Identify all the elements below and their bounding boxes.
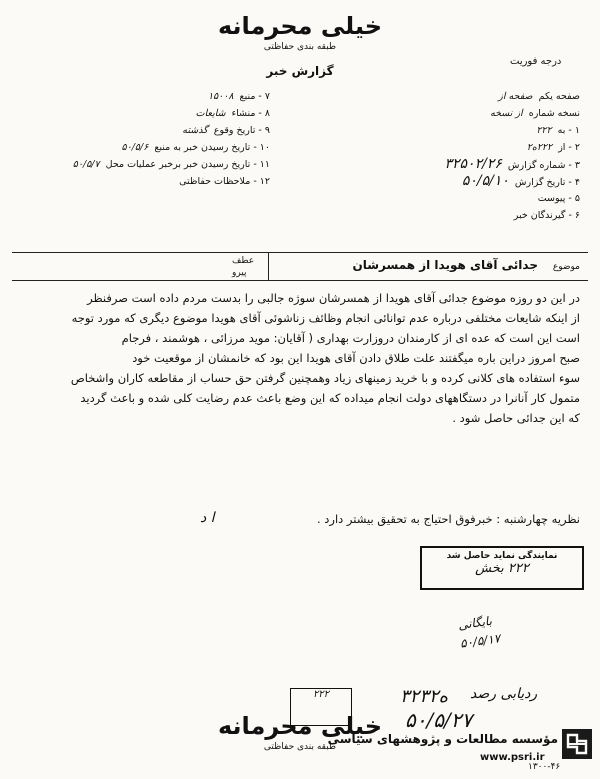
receipt-stamp <box>420 546 584 590</box>
body-line: است این است که عده ای از کارمندان دروزارت بهداری ( آقایان: موید مرزائی ، هوشمند ، فرجام <box>121 331 580 345</box>
report-body <box>20 288 580 428</box>
handwritten-side-date: ۵۰/۵/۱۷ <box>459 631 502 651</box>
form-row: ۴ - تاریخ گزارش ۵۰/۵/۱۰ <box>461 173 580 189</box>
atf-label: عطف <box>232 256 255 266</box>
top-classification: خیلی محرمانه <box>217 12 383 40</box>
form-row: ۵ - پیوست <box>537 193 580 204</box>
form-row: ۱۰ - تاریخ رسیدن خبر به منبع ۵۰/۵/۶ <box>121 142 270 153</box>
opinion-signature: ا د <box>200 510 215 526</box>
bottom-classification-sub: طبقه بندی حفاظتی <box>263 742 337 752</box>
stamp-line-2: ۲۲۲ بخش <box>475 561 529 576</box>
handwritten-date: ۵۰/۵/۲۷ <box>405 708 473 732</box>
stamp-number: ۲۲۲ <box>312 689 330 700</box>
peyro-label: پیرو <box>232 268 247 278</box>
top-classification-sub: طبقه بندی حفاظتی <box>263 42 337 52</box>
handwritten-number: ۳۲۳۲ه <box>400 686 449 707</box>
form-row: ۲ - از ۲۲۲ه۲ <box>526 142 580 153</box>
form-row: ۱۲ - ملاحظات حفاظتی <box>179 176 270 187</box>
body-line: که این جدائی حاصل شود . <box>452 411 580 425</box>
form-row: ۳ - شماره گزارش ۳۲۵۰۲/۲۶ <box>444 156 580 172</box>
subject-text: جدائی آقای هویدا از همسرشان <box>352 258 538 272</box>
body-line: از اینکه شایعات مختلفی درباره عدم توانائی انجام وظائف زناشوئی آقای هویدا موضوع دیگری که مورد توجه <box>71 311 580 325</box>
institute-logo-icon <box>562 729 592 759</box>
body-line: در این دو روزه موضوع جدائی آقای هویدا از همسرشان سوژه جالبی را بدست مردم داده است صرفنظر <box>87 291 580 305</box>
divider-subject <box>12 280 588 281</box>
body-line: سوء استفاده های کلانی کرده و با خرید زمینهای زیاد وهمچنین گرفتن حق حساب از مقاطعه کاران واشخاص <box>70 371 580 385</box>
form-row: ۱۱ - تاریخ رسیدن خبر برخبر عملیات محل ۵۰/۵/۷ <box>72 159 270 170</box>
subject-divider <box>268 252 269 280</box>
page-reference: ۱۳۰۰-۴۶ <box>528 762 561 772</box>
form-row: ۹ - تاریخ وقوع گذشته <box>182 125 270 136</box>
subject-label: موضوع <box>552 262 580 272</box>
handwritten-side-note: بایگانی <box>457 613 493 633</box>
opinion-text: نظریه چهارشنبه : خبرفوق احتیاج به تحقیق بیشتر دارد . <box>316 512 580 526</box>
form-row: ۱ - به ۲۲۲ <box>536 125 580 136</box>
bottom-classification: خیلی محرمانه <box>217 712 383 740</box>
form-row: ۸ - منشاء شایعات <box>195 108 270 119</box>
body-line: صبح امروز دراین باره میگفتند علت طلاق دادن آقای هویدا این بود که خانمشان از موقعیت خود <box>132 351 580 365</box>
priority-label: درجه فوریت <box>510 56 562 67</box>
form-left <box>20 88 270 190</box>
form-row: ۶ - گیرندگان خبر <box>513 210 580 221</box>
form-right <box>320 88 580 224</box>
handwritten-note: ردیابی رصد <box>470 686 538 702</box>
stamp-line-1: نمایندگی نماید حاصل شد <box>446 551 558 561</box>
body-line: متمول کار آنانرا در دستگاههای دولت انجام میداده که این وضع باعث عدم رضایت کلی شده و باعث گردید <box>80 391 580 405</box>
form-row: صفحه یکم صفحه از <box>498 91 580 102</box>
report-title: گزارش خبر <box>266 64 334 78</box>
form-row: ۷ - منبع ۱۵۰۰۸ <box>207 91 270 102</box>
institute-name: مؤسسه مطالعات و پژوهشهای سیاسی <box>327 732 558 746</box>
institute-url: www.psri.ir <box>480 752 545 763</box>
divider-top <box>12 252 588 253</box>
form-row: نسخه شماره از نسخه <box>490 108 580 119</box>
